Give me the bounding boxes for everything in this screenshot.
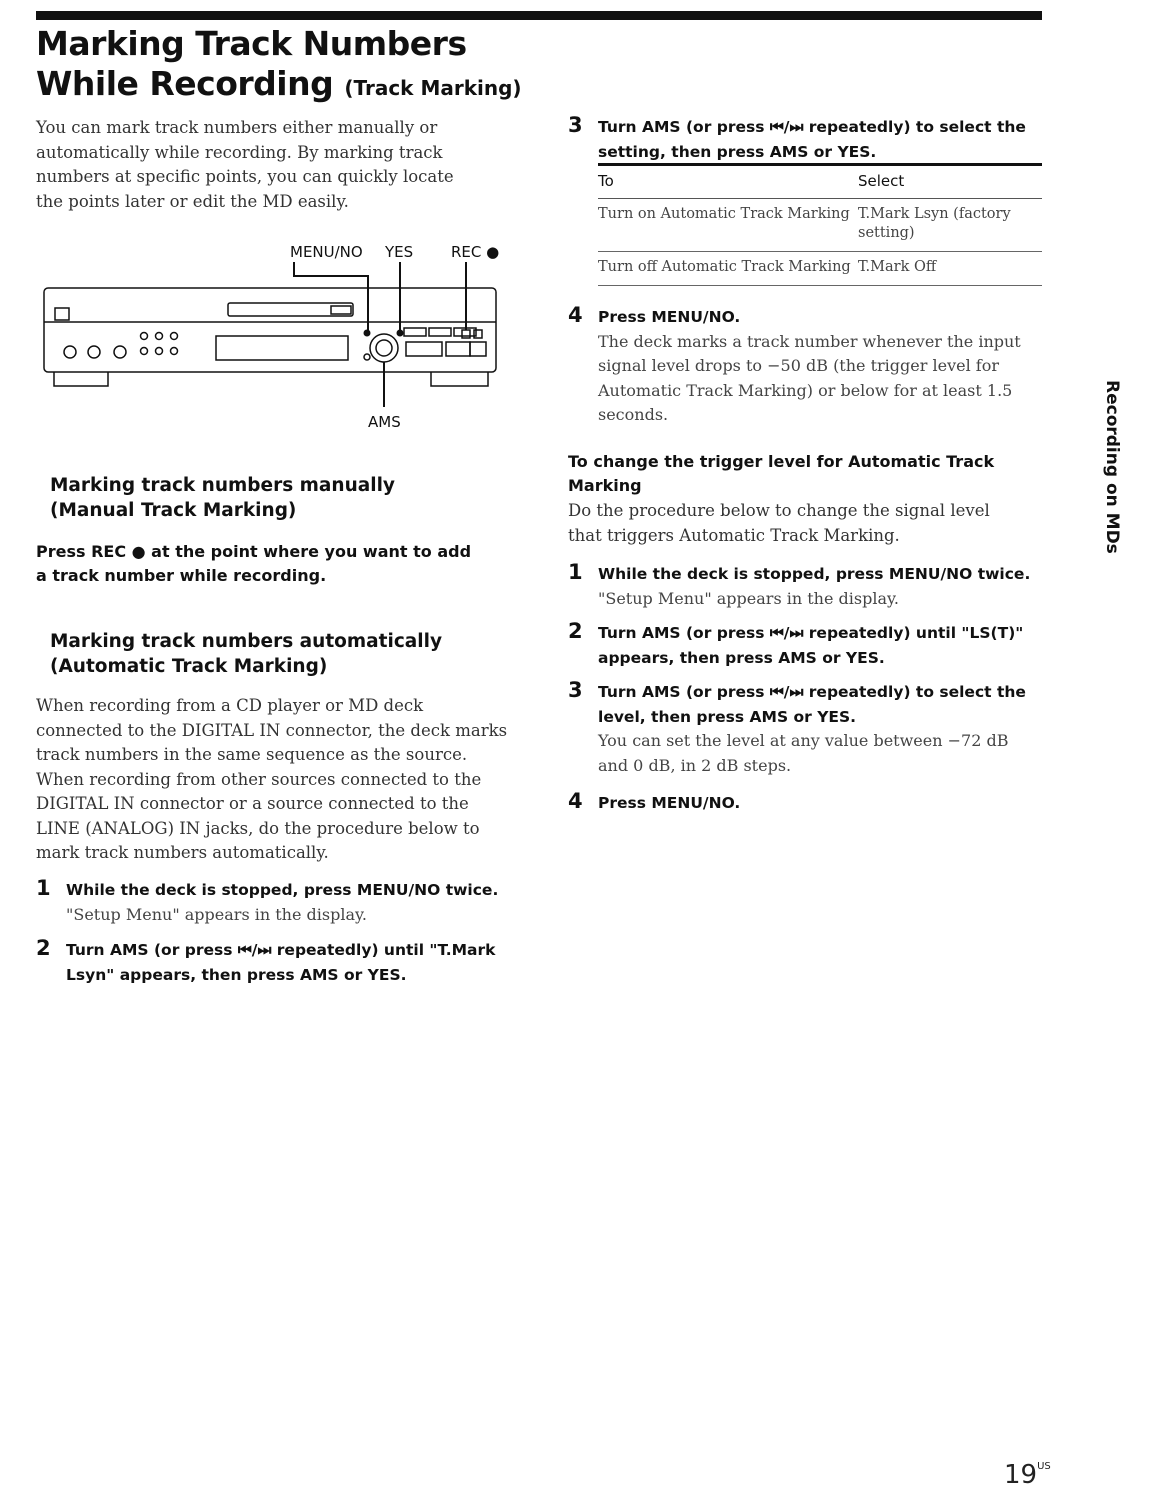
- label-menu-no: MENU/NO: [290, 243, 363, 261]
- cell-select: T.Mark Off: [858, 252, 1042, 286]
- manual-instruction: Press REC ● at the point where you want to add a track number while recording.: [36, 542, 472, 585]
- title-subtitle: (Track Marking): [344, 76, 522, 100]
- top-rule: [36, 11, 1042, 20]
- step-instruction: Press MENU/NO.: [598, 308, 741, 326]
- trigger-step-4: [568, 791, 1040, 816]
- manual-heading-line1: Marking track numbers manually: [50, 475, 395, 496]
- page-title: [36, 24, 522, 108]
- step-note: You can set the level at any value between −72 dB and 0 dB, in 2 dB steps.: [598, 731, 1009, 775]
- title-line1: Marking Track Numbers: [36, 24, 467, 63]
- step-instruction: Turn AMS (or press ⏮/⏭ repeatedly) until "T.Mark Lsyn" appears, then press AMS or YES.: [66, 941, 496, 984]
- label-rec: REC ●: [451, 243, 500, 261]
- step-instruction: While the deck is stopped, press MENU/NO twice.: [598, 565, 1031, 583]
- page-number: [1004, 1460, 1051, 1490]
- auto-step-1: [36, 878, 506, 927]
- page-number-suffix: US: [1037, 1461, 1051, 1472]
- cell-to: Turn on Automatic Track Marking: [598, 199, 858, 252]
- step-note: "Setup Menu" appears in the display.: [66, 904, 367, 924]
- auto-step-3: [568, 115, 1040, 164]
- step-number: 3: [568, 678, 583, 702]
- step-number: 3: [568, 113, 583, 137]
- trigger-step-3: [568, 680, 1040, 778]
- step-instruction: Turn AMS (or press ⏮/⏭ repeatedly) to select the level, then press AMS or YES.: [598, 683, 1026, 726]
- automatic-heading-line1: Marking track numbers automatically: [50, 631, 443, 652]
- col-to: To: [598, 165, 858, 199]
- page-number-value: 19: [1004, 1460, 1038, 1490]
- step-number: 4: [568, 303, 583, 327]
- intro-paragraph: You can mark track numbers either manually or automatically while recording. By marking track numbers at specific points, you can quickly locate the points later or edit the MD easily.: [36, 118, 454, 211]
- title-line2: While Recording: [36, 64, 334, 103]
- step-instruction: Turn AMS (or press ⏮/⏭ repeatedly) until "LS(T)" appears, then press AMS or YES.: [598, 624, 1024, 667]
- cell-to: Turn off Automatic Track Marking: [598, 252, 858, 286]
- table-row: [598, 252, 1042, 286]
- step-note: The deck marks a track number whenever the input signal level drops to −50 dB (the trigger level for Automatic Track Marking) or below for at least 1.5 seconds.: [598, 331, 1021, 424]
- label-yes: YES: [385, 243, 414, 261]
- step-instruction: Turn AMS (or press ⏮/⏭ repeatedly) to select the setting, then press AMS or YES.: [598, 118, 1026, 161]
- step-number: 2: [568, 619, 583, 643]
- auto-step-4: [568, 305, 1040, 428]
- step-number: 2: [36, 936, 51, 960]
- step-number: 1: [568, 560, 583, 584]
- auto-step-2: [36, 938, 506, 987]
- table-row: [598, 199, 1042, 252]
- manual-heading-line2: (Manual Track Marking): [50, 499, 297, 521]
- section-tab-label: Recording on MDs: [1102, 380, 1122, 554]
- step-instruction: Press MENU/NO.: [598, 794, 741, 812]
- step-instruction: While the deck is stopped, press MENU/NO twice.: [66, 881, 499, 899]
- step-number: 1: [36, 876, 51, 900]
- manual-heading: [50, 474, 480, 523]
- md-deck-illustration: [36, 262, 506, 412]
- label-ams: AMS: [368, 413, 401, 431]
- trigger-heading: To change the trigger level for Automatic Track Marking: [568, 452, 995, 495]
- trigger-step-2: [568, 621, 1040, 670]
- setting-table: [598, 163, 1042, 286]
- trigger-body: Do the procedure below to change the signal level that triggers Automatic Track Marking.: [568, 501, 990, 545]
- step-number: 4: [568, 789, 583, 813]
- automatic-heading-line2: (Automatic Track Marking): [50, 655, 328, 677]
- step-note: "Setup Menu" appears in the display.: [598, 588, 899, 608]
- trigger-step-1: [568, 562, 1040, 611]
- col-select: Select: [858, 165, 1042, 199]
- section-tab: [1098, 380, 1122, 580]
- cell-select: T.Mark Lsyn (factory setting): [858, 199, 1042, 252]
- automatic-body: When recording from a CD player or MD deck connected to the DIGITAL IN connector, the deck marks track numbers in the same sequence as the source. When recording from other sources connected to the DIGITAL IN connector or a source connected to the LINE (ANALOG) IN jacks, do the procedure below to mark track numbers automatically.: [36, 696, 508, 862]
- automatic-heading: [50, 630, 480, 679]
